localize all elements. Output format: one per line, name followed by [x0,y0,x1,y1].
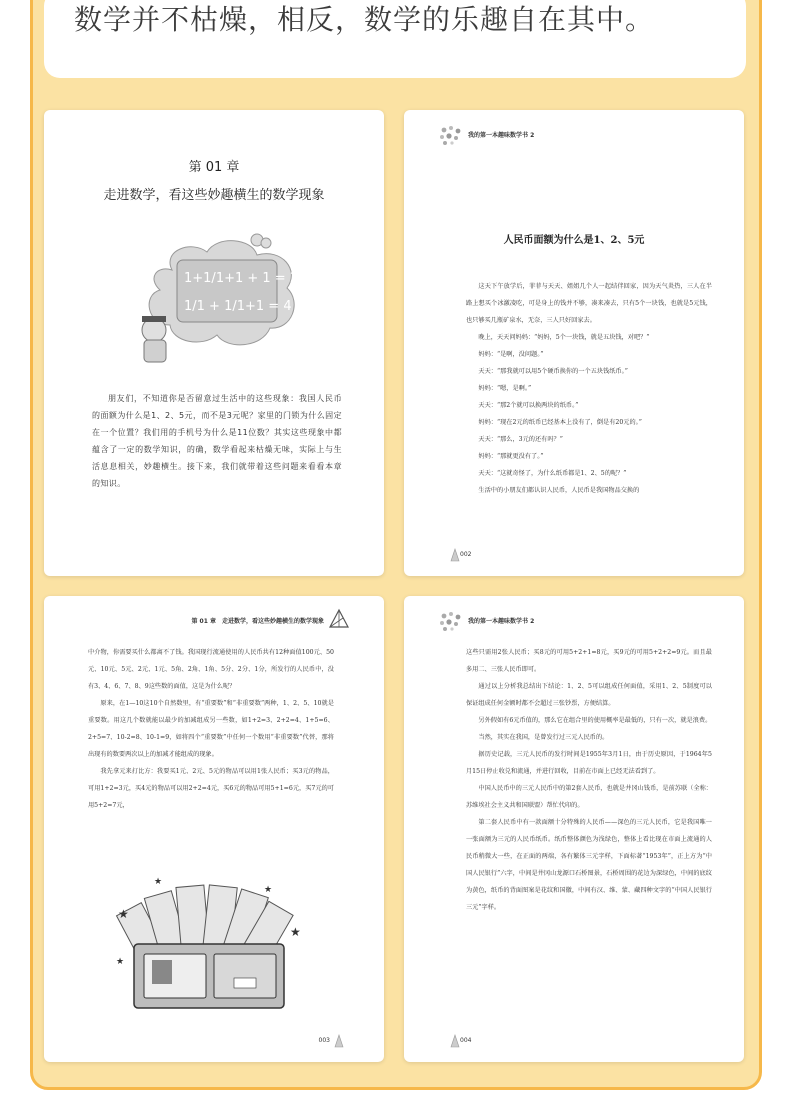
page-corner-icon [450,1034,460,1048]
dialogue-line: 妈妈：“嗯，是啊。” [478,385,532,392]
paragraph: 通过以上分析我总结出下结论：1、2、5可以组成任何面值，采用1、2、5制度可以保证组成任何金额时都不会超过三张钞票，方便结算。 [466,683,712,707]
body-text [466,278,712,499]
page-number: 004 [460,1037,472,1044]
paragraph: 中介物，你需要买什么都离不了钱。我国现行流通使用的人民币共有12种面值100元、50元、10元、5元、2元、1元、5角、2角、1角、5分、2分、1分，所发行的人民币中，没有3、4、6、7、8、9这些数的面值，这是为什么呢？ [88,649,334,690]
headline: 数学并不枯燥，相反，数学的乐趣自在其中。 [74,3,655,36]
dialogue-line: 天天：“这就奇怪了，为什么纸币都是1、2、5的呢？” [478,470,627,477]
dialogue-line: 妈妈：“现在2元的纸币已经基本上没有了，倒是有20元的。” [478,419,642,426]
formula-line-1: 1+1/1+1 + 1 = 2 [184,271,299,286]
paragraph: 这天下午放学后，菲菲与天天、姐姐几个人一起结伴回家，因为天气炎热，三人在半路上想买个冰激凌吃，可是身上的钱并不够，凑来凑去，只有5个一块钱，也就是5元钱，也只够买几瓶矿泉水，无奈，三人只好回家去。 [466,283,712,324]
dots-ornament-icon [438,610,466,632]
paragraph: 另外假如有6元币值的，那么它在组合里的使用概率是最低的，只有一次，就是浪费。 [478,717,712,724]
page-chapter-opener [44,110,384,576]
svg-text:★: ★ [116,957,125,967]
headline-card [44,0,746,78]
paragraph: 据历史记载，三元人民币的发行时间是1955年3月1日，由于历史原因，于1964年5月15日停止收兑和流通，并进行回收，目前在市面上已经无法看到了。 [466,751,712,775]
page-corner-icon [334,1034,344,1048]
running-head: 我的第一本趣味数学书 2 [468,132,535,139]
paragraph: 中国人民币中的三元人民币中的第2套人民币，也就是井冈山钱币，是前苏联（全称：苏维埃社会主义共和国联盟）帮忙代印的。 [466,785,712,809]
chapter-title: 走进数学，看这些妙趣横生的数学现象 [103,188,325,203]
paragraph: 我先拿元来打比方：我要买1元、2元、5元的物品可以用1张人民币；买3元的物品，可用1+2=3元，买4元的物品可以用2+2=4元，买6元的物品可用5+1=6元，买7元的可用5+2=7元， [88,768,334,809]
svg-text:★: ★ [118,907,129,921]
dialogue-line: 天天：“那2个就可以换两块的纸币。” [478,402,579,409]
running-head: 第 01 章 走进数学，看这些妙趣横生的数学现象 [191,618,324,625]
page-number: 002 [460,551,472,558]
chapter-number: 第 01 章 [188,160,240,175]
dialogue-line: 妈妈：“那就更没有了。” [478,453,544,460]
svg-text:★: ★ [154,877,163,887]
paragraph: 晚上，天天问妈妈：“妈妈，5个一块钱，就是五块钱，对吧？” [478,334,650,341]
triangle-logo-icon [328,608,350,630]
page-004 [404,596,744,1062]
page-corner-icon [450,548,460,562]
paragraph: 这些只需用2张人民币；买8元的可用5+2+1=8元，买9元的可用5+2+2=9元。而且最多用二、三张人民币即可。 [466,649,712,673]
intro-paragraph: 朋友们，不知道你是否留意过生活中的这些现象：我国人民币的面额为什么是1、2、5元，而不是3元呢？家里的门锁为什么固定在一个位置？我们用的手机号为什么是11位数？其实这些现象中都蕴含了一定的数学知识，的确，数学看起来枯燥无味，实际上与生活息息相关，妙趣横生。接下来，我们就带着这些问题来看看本章的知识。 [92,394,342,488]
running-head: 我的第一本趣味数学书 2 [468,618,535,625]
page-number: 003 [318,1037,330,1044]
wallet-banknotes-illustration [114,874,304,1014]
dialogue-line: 天天：“那我就可以用5个硬币换你的一个五块钱纸币。” [478,368,628,375]
svg-text:★: ★ [264,885,273,895]
page-002 [404,110,744,576]
dots-ornament-icon [438,124,466,146]
body-text [88,644,334,814]
cloud-blackboard-illustration [132,230,302,370]
section-title: 人民币面额为什么是1、2、5元 [503,235,645,246]
paragraph: 生活中的小朋友们都认识人民币，人民币是我国物品交换的 [478,487,640,494]
svg-text:★: ★ [290,925,301,939]
body-text [466,644,712,916]
formula-line-2: 1/1 + 1/1+1 = 4 [184,299,292,314]
chapter-intro [92,390,342,492]
paragraph: 第二套人民币中有一款面额十分特殊的人民币——深色的三元人民币，它是我国唯一一张面额为三元的人民币纸币。纸币整体颜色为浅绿色，整体上看比现在市面上流通的人民币稍微大一些，在正面的两端，各有繁体三元字样，下面标著“1953年”，正上方为“中国人民银行”六字，中间是井冈山龙源口石桥图景，石桥周围的花边为深绿色，中间的底纹为黄色，纸币的背面图案是花纹和国徽，中间有汉、维、蒙、藏四种文字的“中国人民银行三元”字样。 [466,819,712,911]
dialogue-line: 天天：“那么，3元的还有吗？” [478,436,563,443]
page-003 [44,596,384,1062]
paragraph: 当然，其实在我国，是曾发行过三元人民币的。 [478,734,609,741]
paragraph: 原来，在1—10这10个自然数里，有“重要数”和“非重要数”两种，1、2、5、10就是重要数。用这几个数就能以最少的加减组成另一些数，如1+2=3、2+2=4、1+5=6、2+5=7、10-2=8、10-1=9，如将四个“重要数”中任何一个数用“非重要数”代替，那将出现有的数要两次以上的加减才能组成的现象。 [88,700,334,758]
dialogue-line: 妈妈：“是啊，没问题。” [478,351,544,358]
